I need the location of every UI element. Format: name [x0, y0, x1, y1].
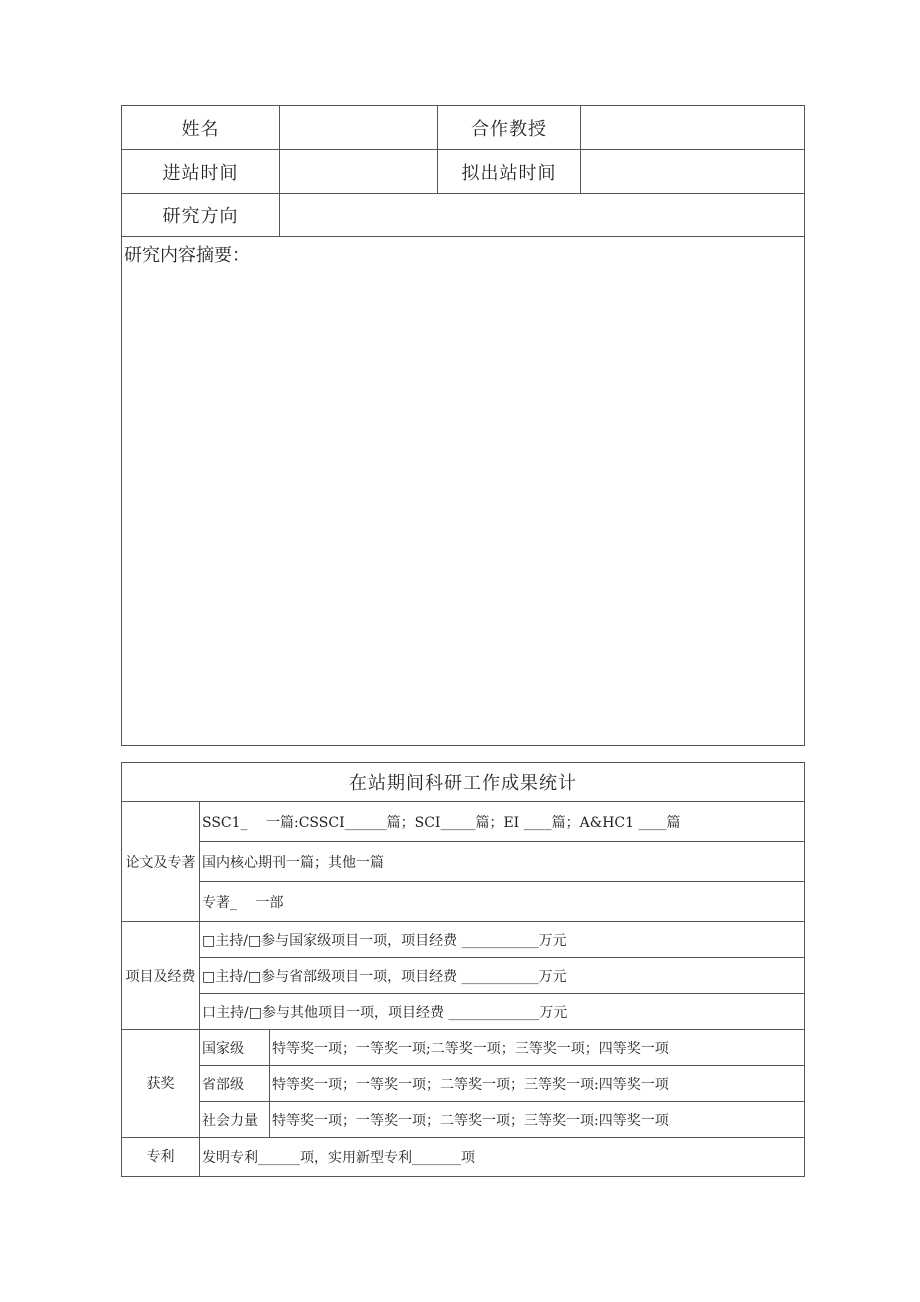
award-level-national: 国家级	[200, 1030, 270, 1066]
papers-row-monograph[interactable]: 专著_ 一部	[200, 882, 805, 922]
patents-category: 专利	[122, 1138, 200, 1177]
advisor-field[interactable]	[581, 106, 805, 150]
papers-category-label: 论文及专著	[125, 854, 196, 871]
basic-info-table	[121, 105, 805, 746]
advisor-label: 合作教授	[438, 106, 581, 150]
research-summary-field[interactable]	[122, 237, 805, 746]
research-direction-label: 研究方向	[122, 194, 280, 237]
award-row-provincial[interactable]: 特等奖一项；一等奖一项；二等奖一项；三等奖一项:四等奖一项	[270, 1066, 805, 1102]
name-field[interactable]	[280, 106, 438, 150]
award-level-provincial: 省部级	[200, 1066, 270, 1102]
papers-row-journals[interactable]: SSC1_ 一篇:CSSCI______篇；SCI_____篇；EI ____篇；A&HC1 ____篇	[200, 802, 805, 842]
exit-date-field[interactable]	[581, 150, 805, 194]
research-stats-table	[121, 762, 805, 1177]
award-level-social: 社会力量	[200, 1102, 270, 1138]
awards-category: 获奖	[122, 1030, 200, 1138]
papers-category	[122, 802, 200, 922]
name-label: 姓名	[122, 106, 280, 150]
entry-date-field[interactable]	[280, 150, 438, 194]
research-direction-field[interactable]	[280, 194, 805, 237]
project-row-national[interactable]: □主持/□参与国家级项目一项，项目经费 ___________万元	[200, 922, 805, 958]
projects-category-label: 项目及经费	[125, 968, 196, 985]
award-row-national[interactable]: 特等奖一项；一等奖一项;二等奖一项；三等奖一项；四等奖一项	[270, 1030, 805, 1066]
exit-date-label: 拟出站时间	[438, 150, 581, 194]
stats-title: 在站期间科研工作成果统计	[122, 763, 805, 802]
patents-row[interactable]: 发明专利______项，实用新型专利_______项	[200, 1138, 805, 1177]
award-row-social[interactable]: 特等奖一项；一等奖一项；二等奖一项；三等奖一项:四等奖一项	[270, 1102, 805, 1138]
research-summary-label: 研究内容摘要：	[124, 245, 250, 266]
project-row-provincial[interactable]: □主持/□参与省部级项目一项，项目经费 ___________万元	[200, 958, 805, 994]
papers-row-core[interactable]: 国内核心期刊一篇；其他一篇	[200, 842, 805, 882]
project-row-other[interactable]: 口主持/□参与其他项目一项，项目经费 _____________万元	[200, 994, 805, 1030]
projects-category	[122, 922, 200, 1030]
entry-date-label: 进站时间	[122, 150, 280, 194]
